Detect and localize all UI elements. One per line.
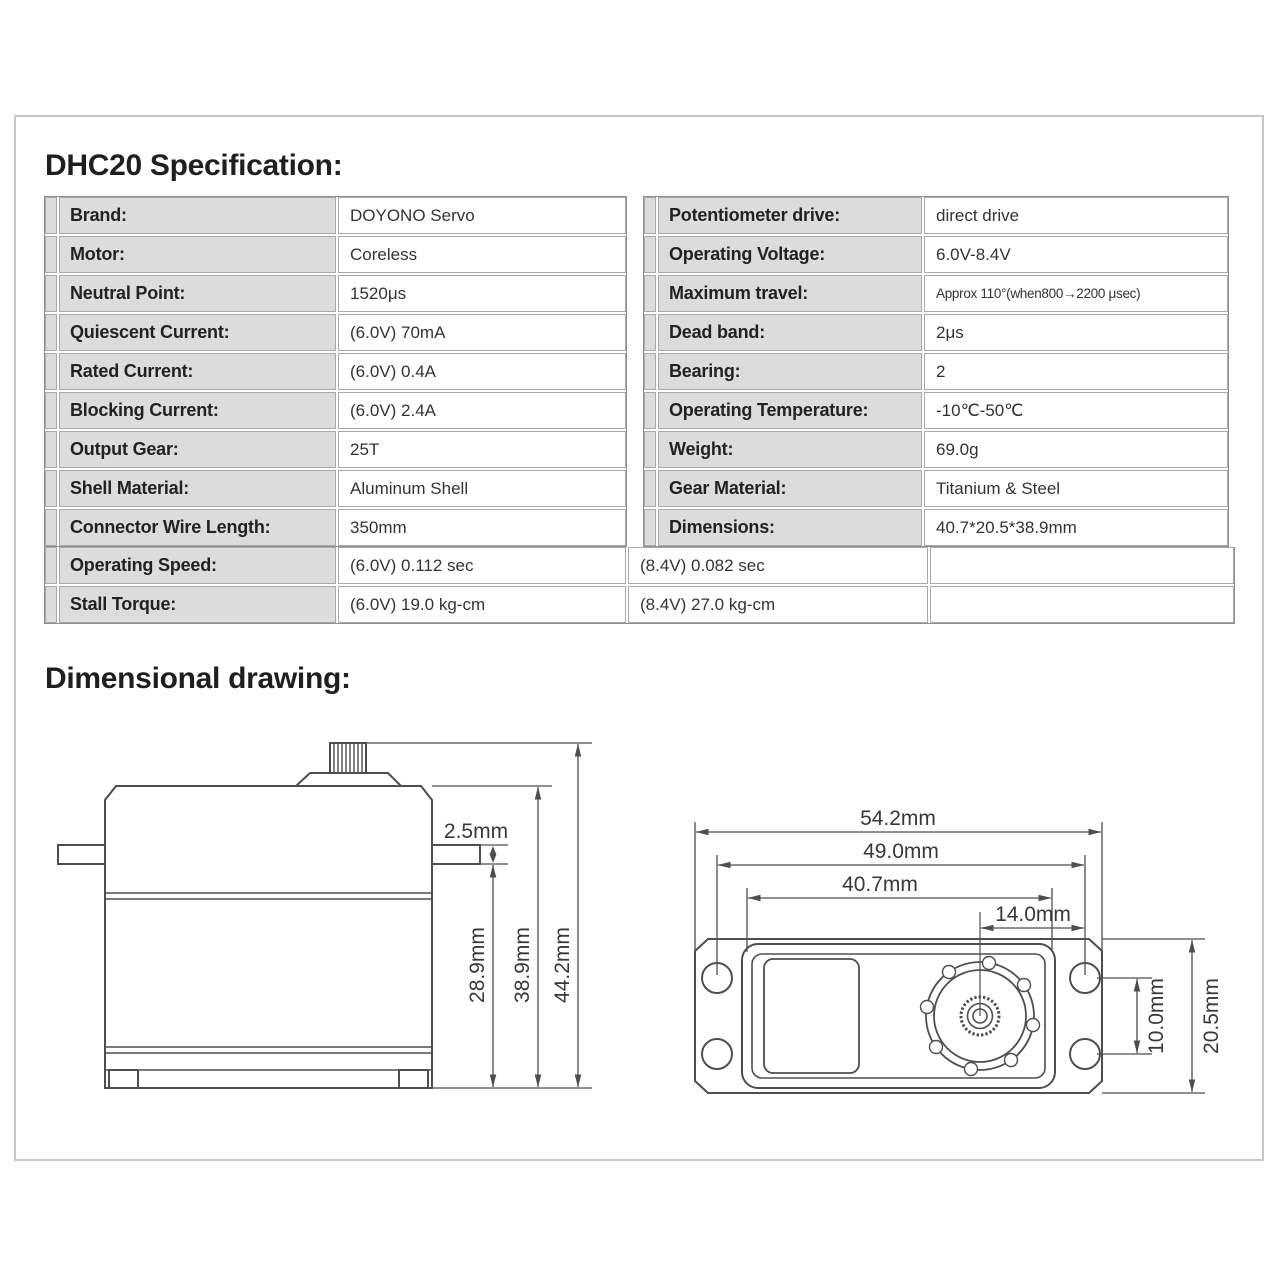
spec-label: Quiescent Current: <box>59 314 336 351</box>
spec-value-empty <box>930 586 1234 623</box>
servo-top-view <box>695 822 1205 1093</box>
table-edge-strip <box>644 431 656 468</box>
dim-label-tab-height: 28.9mm <box>466 927 489 1003</box>
table-edge-strip <box>45 275 57 312</box>
spec-value: Approx 110°(when800→2200 μsec) <box>924 275 1228 312</box>
spec-table-span-rows <box>44 547 1235 624</box>
table-edge-strip <box>45 509 57 546</box>
spec-value: (8.4V) 27.0 kg-cm <box>628 586 928 623</box>
table-edge-strip <box>644 470 656 507</box>
spec-label: Dead band: <box>658 314 922 351</box>
table-edge-strip <box>45 314 57 351</box>
spec-value: 6.0V-8.4V <box>924 236 1228 273</box>
spec-label: Maximum travel: <box>658 275 922 312</box>
table-edge-strip <box>45 431 57 468</box>
dim-label-shaft-offset: 14.0mm <box>995 903 1071 926</box>
dimensional-drawing <box>0 710 1280 1110</box>
spec-value: Aluminum Shell <box>338 470 626 507</box>
mounting-tab-right <box>432 845 480 864</box>
spec-value: DOYONO Servo <box>338 197 626 234</box>
spec-value: Titanium & Steel <box>924 470 1228 507</box>
mounting-foot <box>109 1070 138 1088</box>
spec-section-title: DHC20 Specification: <box>45 149 343 182</box>
table-edge-strip <box>45 547 57 584</box>
spec-table-paired-rows <box>44 196 1235 547</box>
spec-value: (6.0V) 0.4A <box>338 353 626 390</box>
spec-label: Brand: <box>59 197 336 234</box>
table-edge-strip <box>644 197 656 234</box>
spec-value: Coreless <box>338 236 626 273</box>
spec-value: 40.7*20.5*38.9mm <box>924 509 1228 546</box>
spec-label: Blocking Current: <box>59 392 336 429</box>
dim-label-body-width: 40.7mm <box>842 873 918 896</box>
spec-label: Weight: <box>658 431 922 468</box>
spec-value: (6.0V) 70mA <box>338 314 626 351</box>
table-edge-strip <box>45 353 57 390</box>
dim-label-total-height: 44.2mm <box>551 927 574 1003</box>
spec-value: -10℃-50℃ <box>924 392 1228 429</box>
servo-body-side <box>105 786 432 1088</box>
spec-label: Dimensions: <box>658 509 922 546</box>
spec-value: 2 <box>924 353 1228 390</box>
table-edge-strip <box>45 236 57 273</box>
spec-value: 350mm <box>338 509 626 546</box>
spec-table-left-half <box>44 196 627 547</box>
spec-value: (6.0V) 0.112 sec <box>338 547 626 584</box>
spec-value: 69.0g <box>924 431 1228 468</box>
shaft-cap <box>296 773 401 786</box>
dim-2-5 <box>490 846 497 863</box>
spec-label: Operating Voltage: <box>658 236 922 273</box>
table-edge-strip <box>45 392 57 429</box>
spec-value: direct drive <box>924 197 1228 234</box>
dim-label-body-depth: 20.5mm <box>1200 978 1223 1054</box>
mounting-hole <box>1070 1039 1100 1069</box>
spec-label: Rated Current: <box>59 353 336 390</box>
table-edge-strip <box>644 275 656 312</box>
spec-label: Gear Material: <box>658 470 922 507</box>
table-edge-strip <box>644 314 656 351</box>
spec-label: Stall Torque: <box>59 586 336 623</box>
spec-value: (6.0V) 2.4A <box>338 392 626 429</box>
drawing-section-title: Dimensional drawing: <box>45 662 351 695</box>
spec-value: (6.0V) 19.0 kg-cm <box>338 586 626 623</box>
spec-value: 1520μs <box>338 275 626 312</box>
mounting-hole <box>702 1039 732 1069</box>
table-edge-strip <box>644 236 656 273</box>
spec-label: Operating Temperature: <box>658 392 922 429</box>
dim-label-hole-span: 49.0mm <box>863 840 939 863</box>
spec-value-empty <box>930 547 1234 584</box>
output-shaft-side <box>330 743 366 773</box>
spec-label: Output Gear: <box>59 431 336 468</box>
table-edge-strip <box>45 586 57 623</box>
spec-value: (8.4V) 0.082 sec <box>628 547 928 584</box>
spec-label: Operating Speed: <box>59 547 336 584</box>
table-edge-strip <box>644 509 656 546</box>
dim-label-flange-width: 54.2mm <box>860 807 936 830</box>
spec-value: 25T <box>338 431 626 468</box>
table-edge-strip <box>45 197 57 234</box>
dim-label-case-height: 38.9mm <box>511 927 534 1003</box>
dim-label-tab-thickness: 2.5mm <box>443 820 509 843</box>
servo-side-view <box>58 743 592 1088</box>
dim-label-hole-spacing: 10.0mm <box>1145 978 1168 1054</box>
spec-label: Connector Wire Length: <box>59 509 336 546</box>
spec-table <box>44 196 1235 624</box>
spec-label: Shell Material: <box>59 470 336 507</box>
spec-label: Potentiometer drive: <box>658 197 922 234</box>
spec-label: Neutral Point: <box>59 275 336 312</box>
spec-table-right-half <box>643 196 1229 547</box>
spec-label: Motor: <box>59 236 336 273</box>
table-edge-strip <box>45 470 57 507</box>
mounting-tab-left <box>58 845 105 864</box>
table-edge-strip <box>644 392 656 429</box>
mounting-foot <box>399 1070 428 1088</box>
spec-value: 2μs <box>924 314 1228 351</box>
table-edge-strip <box>644 353 656 390</box>
dimension-lines-side <box>493 744 578 1087</box>
spec-label: Bearing: <box>658 353 922 390</box>
